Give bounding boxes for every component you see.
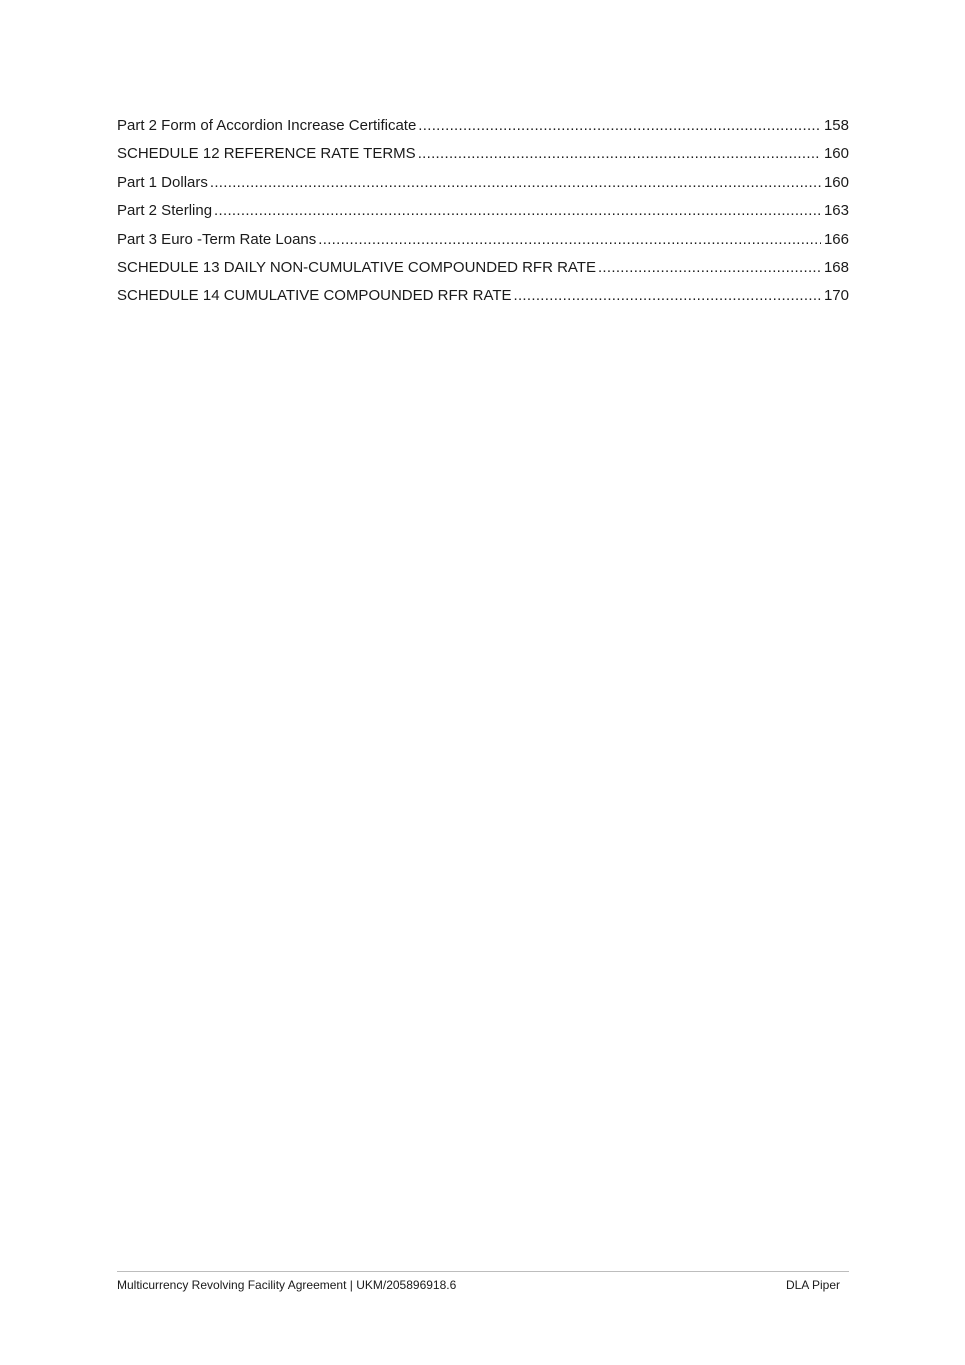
toc-entry-title: Part 1 Dollars [117,173,208,191]
toc-entry[interactable] [117,285,849,313]
toc-dot-leader [210,172,821,194]
toc-dot-leader [598,257,821,279]
toc-entry-title: Part 2 Form of Accordion Increase Certificate [117,117,417,134]
toc-entry[interactable] [117,143,849,171]
toc-dot-leader [418,115,821,137]
footer-firm-name: DLA Piper [785,1278,840,1292]
toc-entry[interactable] [117,172,849,200]
toc-entry[interactable] [117,115,849,143]
footer-document-reference: Multicurrency Revolving Facility Agreement | UKM/205896918.6 [117,1278,457,1292]
toc-page-number: 166 [823,230,849,248]
toc-page-number: 163 [823,202,849,220]
toc-page-number: 160 [823,173,849,191]
toc-dot-leader [418,143,821,165]
toc-entry-title: SCHEDULE 14 CUMULATIVE COMPOUNDED RFR RATE [117,287,512,305]
toc-entry-title: Part 3 Euro -Term Rate Loans [117,230,317,248]
toc-entry[interactable] [117,200,849,228]
toc-page-number: 168 [823,258,849,276]
toc-dot-leader [514,285,821,307]
table-of-contents [117,115,849,314]
toc-page-number: 170 [823,287,849,305]
toc-dot-leader [214,200,821,222]
toc-entry-title: SCHEDULE 13 DAILY NON-CUMULATIVE COMPOUNDED RFR RATE [117,258,596,276]
toc-dot-leader [318,229,821,251]
toc-page-number: 160 [823,145,849,163]
toc-entry-title: SCHEDULE 12 REFERENCE RATE TERMS [117,145,416,163]
toc-page-number: 158 [823,117,849,134]
footer-divider [117,1271,849,1272]
toc-entry-title: Part 2 Sterling [117,202,213,220]
toc-entry[interactable] [117,229,849,257]
toc-entry[interactable] [117,257,849,285]
